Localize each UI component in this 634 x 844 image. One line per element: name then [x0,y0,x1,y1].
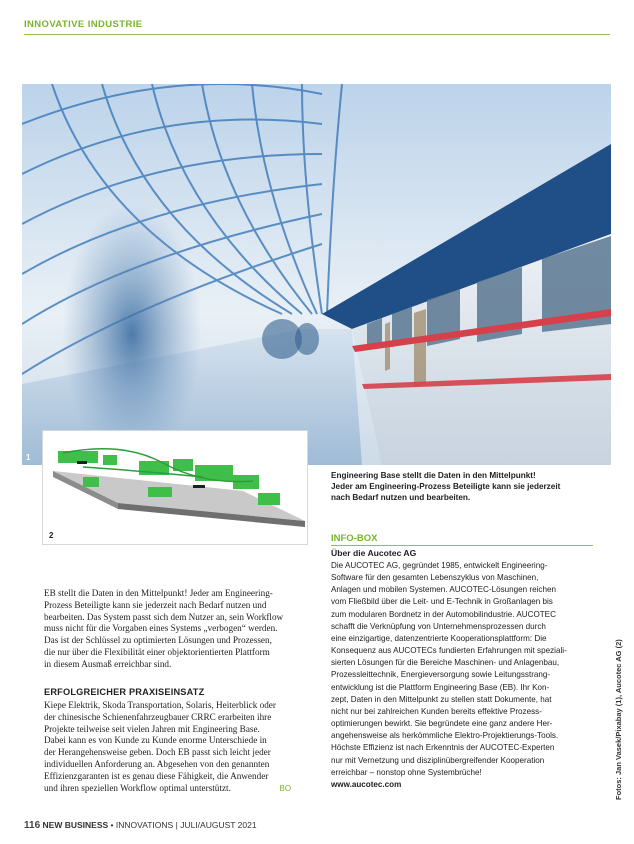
footer-issue: INNOVATIONS [115,820,174,830]
infobox-line: Software für den gesamten Lebenszyklus von Maschinen, [331,573,539,583]
infobox-line: nicht nur bei zahlreichen Kunden bereits effektive Prozess- [331,706,542,716]
infobox-line: Anlagen und mobilen Systemen. AUCOTEC-Lösungen reichen [331,585,556,595]
page-number: 116 [24,820,41,831]
infobox-line: eine einzigartige, datenzentrierte Kooperationsplattform: Die [331,633,547,643]
infobox-line: Konsequenz aus AUCOTECs fundierten Erfahrungen mit speziali- [331,646,567,656]
article-line: in diesem Ausmaß erreichbar sind. [44,658,172,669]
infobox-line: sierten Lösungen für die Bereiche Maschinen- und Anlagenbau, [331,658,560,668]
infobox-title: INFO-BOX [331,533,378,544]
author-signature: BO [279,783,292,793]
article-line: individuellen Anforderung an. Abgesehen von den genannten [44,758,270,769]
infobox-rule [331,545,593,546]
infobox-subtitle: Über die Aucotec AG [331,548,417,558]
article-line: Dabei kann es von Kunde zu Kunde enorme Unterschiede in [44,735,267,746]
infobox-body [331,560,601,791]
article-line: Effizienzgaranten ist es genau diese Fähigkeit, die Anwender [44,770,269,781]
infobox-line: angehensweise als herkömmliche Elektro-Projektierungs-Tools. [331,731,559,741]
article-line: Prozess Beteiligte kann sie jederzeit nach Bedarf nutzen und [44,599,267,610]
engineering-model-inset [42,430,308,545]
infobox-line: Höchste Effizienz ist nach Erkenntnis der AUCOTEC-Experten [331,743,555,753]
article-line: der chinesische Schienenfahrzeugbauer CRRC erarbeiten ihre [44,711,272,722]
caption-line: Engineering Base stellt die Daten in den Mittelpunkt! [331,471,536,480]
article-line: bearbeiten. Das System passt sich dem Nutzer an, sein Workflow [44,611,284,622]
article-line: EB stellt die Daten in den Mittelpunkt! Jeder am Engineering- [44,588,273,598]
article-last-line [44,783,312,795]
train-station-photo [22,84,611,465]
infobox-line: zum modularen Bordnetz in der Automobilindustrie. AUCOTEC [331,609,556,619]
infobox-line: Die AUCOTEC AG, gegründet 1985, entwickelt Engineering- [331,561,548,570]
footer-bullet: • [110,820,114,830]
article-line: Kiepe Elektrik, Skoda Transportation, Solaris, Heiterblick oder [44,700,276,710]
infobox-url-link[interactable]: www.aucotec.com [331,779,402,789]
article-line: Das ist der Schlüssel zu optimierten Lösungen und Prozessen, [44,635,272,646]
page-footer [24,820,257,831]
footer-separator: | [175,820,178,830]
infobox-line: schafft die Verknüpfung von Unternehmensprozessen durch [331,621,546,631]
section-label: INNOVATIVE INDUSTRIE [24,19,143,30]
infobox-line: nur mit Vernetzung und disziplinübergreifender Kooperation [331,755,545,765]
article-subheading: ERFOLGREICHER PRAXISEINSATZ [44,687,205,697]
infobox-line: vom Fließbild über die Leit- und E-Technik in Großanlagen bis [331,597,553,607]
article-line: die nur über die Flexibilität einer objektorientierten Plattform [44,646,270,657]
magazine-name: NEW BUSINESS [42,820,109,830]
footer-date: JULI/AUGUST 2021 [180,820,257,830]
infobox-line: entwicklung ist die Plattform Engineering Base (EB). Ihr Kon- [331,682,550,692]
caption-line: nach Bedarf nutzen und bearbeiten. [331,493,471,502]
article-line: muss nicht für die Vorgaben eines Systems „verbogen“ werden. [44,623,278,634]
infobox-line: zept, Daten in den Mittelpunkt zu stellen statt Dokumente, hat [331,694,552,704]
infobox-line: optimierungen bewirkt. Sie begründete eine ganz andere Her- [331,719,553,729]
article-line: und ihren speziellen Workflow optimal unterstützt. [44,782,231,793]
article-paragraph-1 [44,588,312,671]
image-1-number: 1 [26,453,31,462]
article-line: der Herangehensweise geben. Doch EB passt sich leicht jeder [44,747,271,758]
header-rule [24,34,610,35]
photo-credit: Fotos: Jan Vasek/Pixabay (1), Aucotec AG (2) [614,639,623,800]
article-paragraph-2 [44,700,312,794]
caption-line: Jeder am Engineering-Prozess Beteiligte kann sie jederzeit [331,482,561,491]
infobox-line: erreichbar – nonstop ohne Systembrüche! [331,767,482,777]
photo-caption [331,470,593,503]
image-2-number: 2 [49,531,54,540]
article-line: Projekte teilweise seit vielen Jahren mit Engineering Base. [44,723,260,734]
infobox-line: Prozessleittechnik, Energieversorgung sowie Leitungsstrang- [331,670,551,680]
